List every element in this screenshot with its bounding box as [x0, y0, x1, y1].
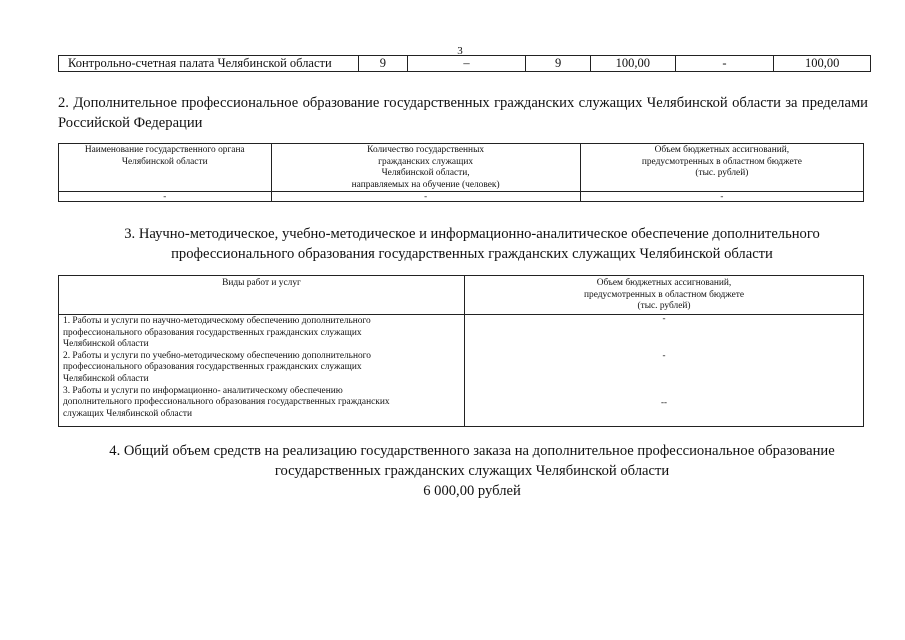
table-header-row — [59, 144, 864, 192]
section-3-table — [58, 275, 864, 427]
list-item-line: 2. Работы и услуги по учебно-методическому обеспечению дополнительного — [63, 350, 371, 361]
table-row — [59, 315, 864, 427]
table-row — [59, 56, 871, 72]
header-line: (тыс. рублей) — [695, 168, 749, 178]
heading-line: профессионального образования государственных гражданских служащих Челябинской области — [171, 246, 773, 262]
header-line: предусмотренных в областном бюджете — [583, 289, 744, 300]
table-cell: - — [271, 192, 580, 202]
heading-line: 3. Научно-методическое, учебно-методическое и информационно-аналитическое обеспечение дополнительного — [124, 226, 820, 242]
header-line: направляемых на обучение (человек) — [351, 179, 500, 190]
header-line: (тыс. рублей) — [637, 301, 691, 312]
column-header-organ — [59, 144, 272, 192]
list-item-line: профессионального образования государственных гражданских служащих — [63, 327, 362, 338]
header-line: Челябинской области — [121, 156, 208, 167]
list-item-line: 3. Работы и услуги по информационно- аналитическому обеспечению — [63, 385, 343, 396]
header-line: Наименование государственного органа — [84, 145, 245, 155]
header-line: Объем бюджетных ассигнований, — [654, 145, 790, 155]
page-number: 3 — [457, 45, 463, 57]
heading-line: 4. Общий объем средств на реализацию государственного заказа на дополнительное профессиональное образование — [109, 443, 835, 459]
list-item-line: дополнительного профессионального образования государственных гражданских — [63, 397, 390, 408]
table-cell-organization: Контрольно-счетная палата Челябинской области — [59, 56, 359, 72]
list-item-line: Челябинской области — [63, 373, 149, 384]
table-cell: - — [59, 192, 272, 202]
summary-table — [58, 55, 871, 72]
table-cell: - — [675, 56, 774, 72]
budget-value: - — [662, 350, 666, 360]
column-header-count — [271, 144, 580, 192]
budget-value: -- — [661, 397, 667, 407]
budget-values — [465, 315, 864, 427]
table-cell: 9 — [526, 56, 591, 72]
section-2-table — [58, 143, 864, 202]
header-line: гражданских служащих — [378, 156, 474, 167]
list-item-line: профессионального образования государственных гражданских служащих — [63, 362, 362, 373]
list-item-line: Челябинской области — [63, 339, 149, 350]
table-cell: – — [407, 56, 525, 72]
budget-value: - — [662, 313, 666, 323]
section-4-heading — [40, 441, 904, 501]
table-cell: 100,00 — [590, 56, 675, 72]
header-line: Челябинской области, — [381, 168, 470, 178]
table-row — [59, 192, 864, 202]
list-item-line: 1. Работы и услуги по научно-методическому обеспечению дополнительного — [63, 316, 371, 326]
table-header-row — [59, 276, 864, 315]
header-line: предусмотренных в областном бюджете — [641, 156, 802, 167]
column-header-budget — [465, 276, 864, 315]
section-3-heading — [40, 224, 904, 264]
list-item-line: служащих Челябинской области — [63, 408, 192, 419]
table-cell: - — [580, 192, 863, 202]
table-cell: 100,00 — [774, 56, 871, 72]
heading-line: государственных гражданских служащих Челябинской области — [274, 463, 670, 479]
table-cell: 9 — [358, 56, 407, 72]
header-line: Объем бюджетных ассигнований, — [596, 278, 732, 288]
work-types-list — [59, 315, 465, 427]
header-line: Количество государственных — [367, 145, 485, 155]
column-header-work-types: Виды работ и услуг — [59, 276, 465, 315]
total-amount: 6 000,00 рублей — [423, 483, 521, 499]
section-2-heading: 2. Дополнительное профессиональное образование государственных гражданских служащих Челябинской области за пределами Российской Федерации — [58, 95, 868, 131]
column-header-budget — [580, 144, 863, 192]
